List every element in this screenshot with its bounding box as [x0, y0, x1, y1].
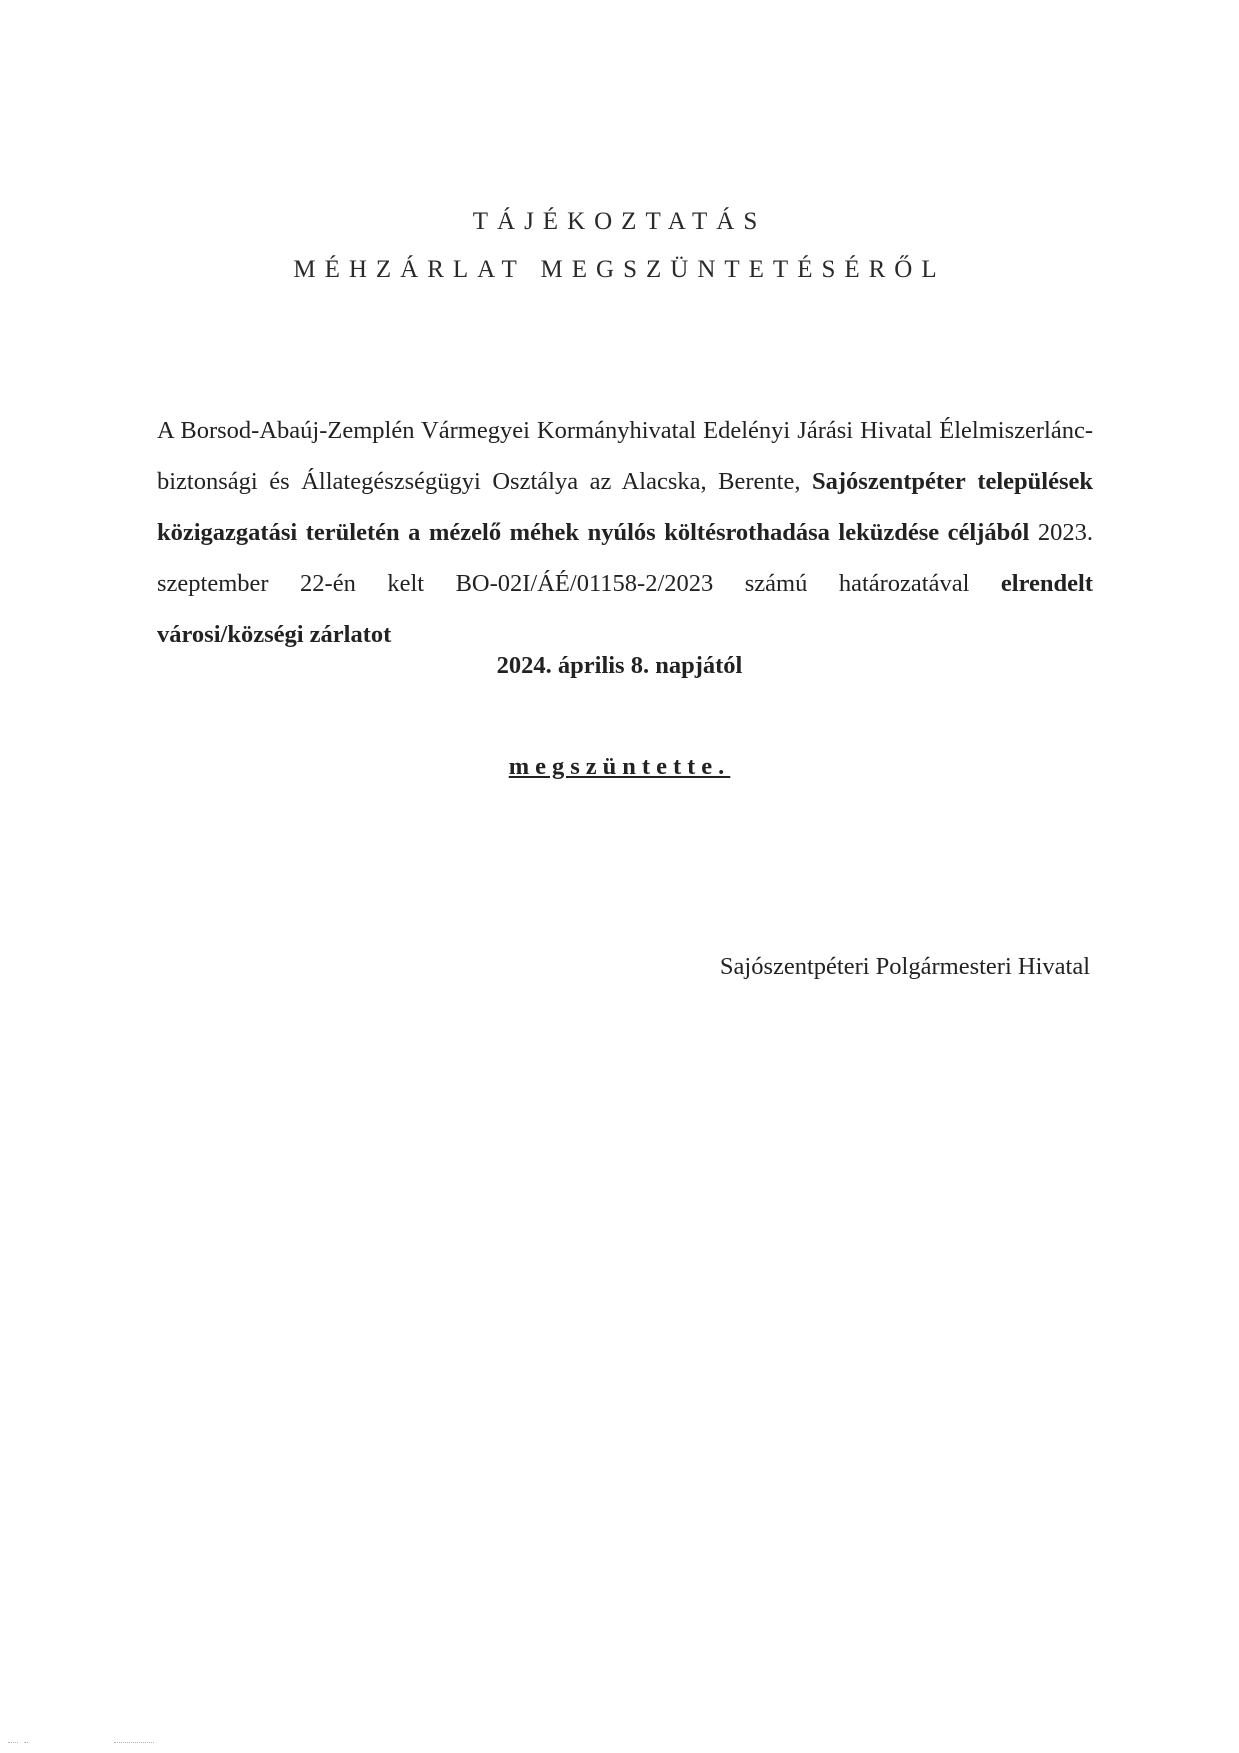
signature: Sajószentpéteri Polgármesteri Hivatal	[719, 953, 1090, 980]
body-text-7: elrendelt városi/községi zárlatot	[157, 570, 1094, 648]
body-text-4: közigazgatási	[157, 519, 298, 546]
body-text-6: 2023. szeptember 22-én kelt BO-02I/ÁÉ/01158-2/2023 számú határozatával	[157, 519, 1094, 597]
body-text-3: települések	[977, 468, 1093, 495]
document-subtitle: MÉHZÁRLAT MEGSZÜNTETÉSÉRŐL	[293, 256, 946, 283]
terminated-text: megszüntette.	[508, 753, 731, 780]
body-paragraph	[157, 405, 1093, 660]
body-text-2: Sajószentpéter	[812, 468, 966, 495]
scan-marks	[0, 1738, 200, 1748]
body-text-5: területén a mézelő méhek nyúlós költésrothadása leküzdése céljából	[305, 519, 1030, 546]
body-text-1: A Borsod-Abaúj-Zemplén Vármegyei Kormányhivatal Edelényi Járási Hivatal Élelmiszerlánc-biztonsági és Állategészségügyi Osztálya az Alacska, Berente,	[157, 417, 1093, 495]
document-title: TÁJÉKOZTATÁS	[472, 208, 767, 235]
effective-date: 2024. április 8. napjától	[496, 652, 743, 679]
